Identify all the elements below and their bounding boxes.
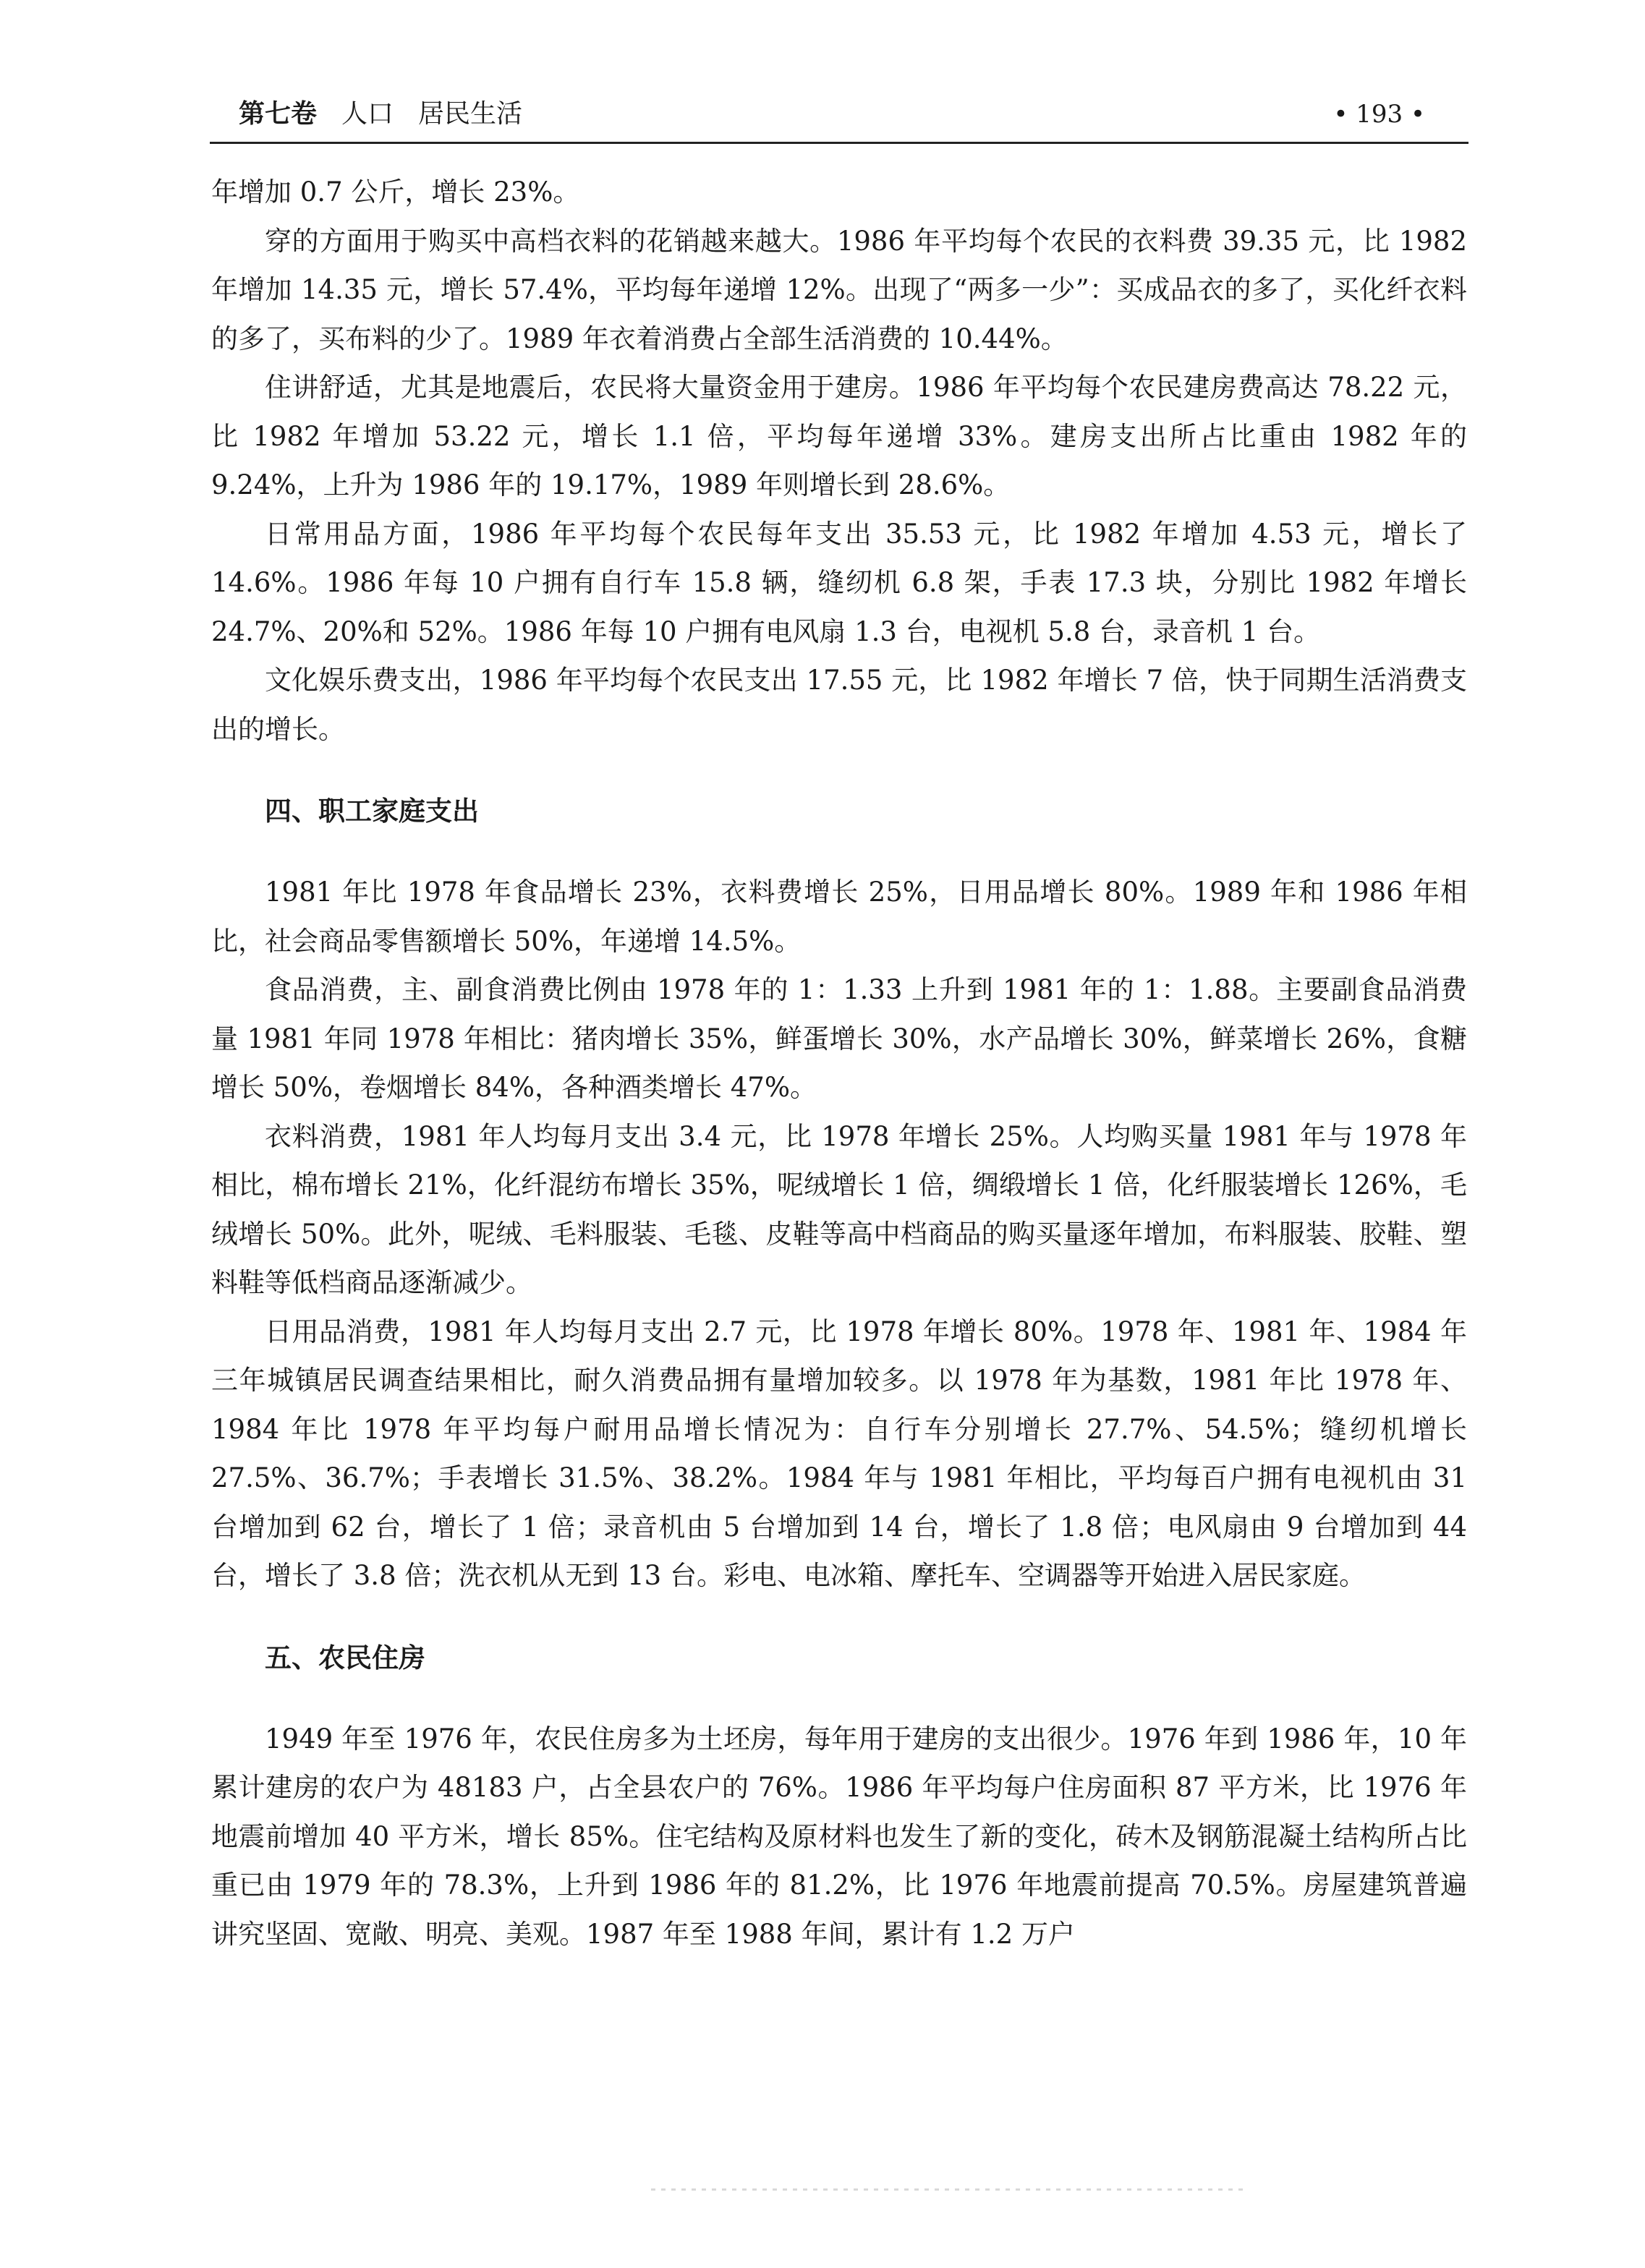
section-heading-worker-spending: 四、职工家庭支出 <box>265 796 479 827</box>
paragraph-worker-daily-goods: 日用品消费，1981 年人均每月支出 2.7 元，比 1978 年增长 80%。1978 年、1981 年、1984 年三年城镇居民调查结果相比，耐久消费品拥有量增加较多。以 1978 年为基数，1981 年比 1978 年、1984 年比 1978 年平均每户耐用品增长情况为：自行车分别增长 27.7%、54.5%；缝纫机增长 27.5%、36.7%；手表增长 31.5%、38.2%。1984 年与 1981 年相比，平均每百户拥有电视机由 31 台增加到 62 台，增长了 1 倍；录音机由 5 台增加到 14 台，增长了 1.8 倍；电风扇由 9 台增加到 44 台，增长了 3.8 倍；洗衣机从无到 13 台。彩电、电冰箱、摩托车、空调器等开始进入居民家庭。 <box>211 1316 1467 1591</box>
page-body <box>211 168 1467 1958</box>
paragraph-daily-goods: 日常用品方面，1986 年平均每个农民每年支出 35.53 元，比 1982 年增加 4.53 元，增长了 14.6%。1986 年每 10 户拥有自行车 15.8 辆，缝纫机 6.8 架，手表 17.3 块，分别比 1982 年增长 24.7%、20%和 52%。1986 年每 10 户拥有电风扇 1.3 台，电视机 5.8 台，录音机 1 台。 <box>211 518 1467 647</box>
header-title <box>239 94 522 135</box>
paragraph-worker-food: 食品消费，主、副食消费比例由 1978 年的 1：1.33 上升到 1981 年的 1：1.88。主要副食品消费量 1981 年同 1978 年相比：猪肉增长 35%，鲜蛋增长 30%，水产品增长 30%，鲜菜增长 26%，食糖增长 50%，卷烟增长 84%，各种酒类增长 47%。 <box>211 974 1467 1103</box>
paragraph-housing-spend: 住讲舒适，尤其是地震后，农民将大量资金用于建房。1986 年平均每个农民建房费高达 78.22 元，比 1982 年增加 53.22 元，增长 1.1 倍，平均每年递增 33%。建房支出所占比重由 1982 年的 9.24%，上升为 1986 年的 19.17%，1989 年则增长到 28.6%。 <box>211 372 1467 500</box>
paragraph-worker-overview: 1981 年比 1978 年食品增长 23%，衣料费增长 25%，日用品增长 80%。1989 年和 1986 年相比，社会商品零售额增长 50%，年递增 14.5%。 <box>211 877 1467 957</box>
scan-artifact <box>651 2188 1244 2191</box>
paragraph-clothing: 穿的方面用于购买中高档衣料的花销越来越大。1986 年平均每个农民的衣料费 39.35 元，比 1982 年增加 14.35 元，增长 57.4%，平均每年递增 12%。出现了“两多一少”：买成品衣的多了，买化纤衣料的多了，买布料的少了。1989 年衣着消费占全部生活消费的 10.44%。 <box>211 225 1467 354</box>
paragraph-worker-clothing: 衣料消费，1981 年人均每月支出 3.4 元，比 1978 年增长 25%。人均购买量 1981 年与 1978 年相比，棉布增长 21%，化纤混纺布增长 35%，呢绒增长 1 倍，绸缎增长 1 倍，化纤服装增长 126%，毛绒增长 50%。此外，呢绒、毛料服装、毛毯、皮鞋等高中档商品的购买量逐年增加，布料服装、胶鞋、塑料鞋等低档商品逐渐减少。 <box>211 1120 1467 1298</box>
section-label-population: 人口 <box>341 99 394 129</box>
volume-label: 第七卷 <box>239 99 318 129</box>
paragraph-continued: 年增加 0.7 公斤，增长 23%。 <box>211 176 580 208</box>
paragraph-farmer-housing: 1949 年至 1976 年，农民住房多为土坯房，每年用于建房的支出很少。1976 年到 1986 年，10 年累计建房的农户为 48183 户，占全县农户的 76%。1986 年平均每户住房面积 87 平方米，比 1976 年地震前增加 40 平方米，增长 85%。住宅结构及原材料也发生了新的变化，砖木及钢筋混凝土结构所占比重已由 1979 年的 78.3%，上升到 1986 年的 81.2%，比 1976 年地震前提高 70.5%。房屋建筑普遍讲究坚固、宽敞、明亮、美观。1987 年至 1988 年间，累计有 1.2 万户 <box>211 1723 1467 1950</box>
paragraph-culture: 文化娱乐费支出，1986 年平均每个农民支出 17.55 元，比 1982 年增长 7 倍，快于同期生活消费支出的增长。 <box>211 665 1467 745</box>
page-number: • 193 • <box>1333 100 1425 129</box>
section-heading-farmer-housing: 五、农民住房 <box>265 1642 425 1674</box>
section-label-living: 居民生活 <box>418 99 523 129</box>
running-header <box>210 94 1468 144</box>
